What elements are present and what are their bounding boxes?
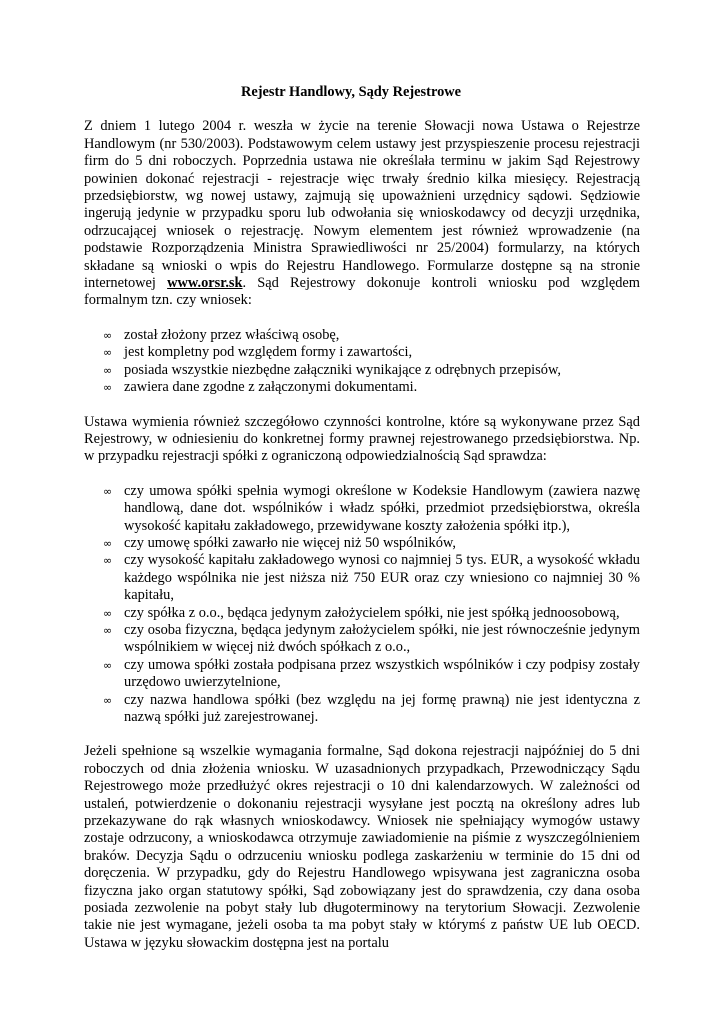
list-item-text: czy nazwa handlowa spółki (bez względu na jej formę prawną) nie jest identyczna z nazwą spółki już zarejestrowanej. (124, 691, 640, 725)
list-item (103, 379, 640, 396)
list-item-text: czy osoba fizyczna, będąca jedynym założycielem spółki, nie jest równocześnie jedynym wspólnikiem w więcej niż dwóch spółkach z o.o., (124, 621, 640, 656)
list-item-text: czy wysokość kapitału zakładowego wynosi co najmniej 5 tys. EUR, a wysokość wkładu każdego wspólnika nie jest niższa niż 750 EUR oraz czy wniesiono co najmniej 30 % kapitału, (124, 552, 640, 604)
infinity-bullet-icon: ∞ (103, 536, 113, 550)
list-item-text: jest kompletny pod względem formy i zawartości, (124, 344, 413, 361)
infinity-bullet-icon: ∞ (103, 381, 113, 395)
infinity-bullet-icon: ∞ (103, 658, 113, 672)
document-title: Rejestr Handlowy, Sądy Rejestrowe (240, 84, 462, 100)
list-item-text: czy umowa spółki spełnia wymogi określone w Kodeksie Handlowym (zawiera nazwę handlową, dane dot. wspólników i władz spółki, przedmiot przedsiębiorstwa, określa wysokość kapitału zakładowego, przewidywane koszty założenia spółki itp.), (124, 482, 640, 534)
list-item-text: czy spółka z o.o., będąca jedynym założycielem spółki, nie jest spółką jednoosobową, (124, 604, 620, 621)
list-item (103, 656, 640, 692)
list-item (103, 604, 640, 622)
list-item-text: zawiera dane zgodne z załączonymi dokumentami. (124, 379, 418, 396)
list-item (103, 344, 640, 361)
infinity-bullet-icon: ∞ (103, 623, 113, 637)
list-item (103, 361, 640, 379)
infinity-bullet-icon: ∞ (103, 363, 113, 377)
list-item-text: został złożony przez właściwą osobę, (124, 326, 340, 343)
list-item-text: czy umowa spółki została podpisana przez wszystkich wspólników i czy podpisy zostały urzędowo uwierzytelnione, (124, 656, 640, 691)
list-item (103, 691, 640, 727)
document-page (84, 84, 640, 969)
list-item (103, 534, 640, 552)
infinity-bullet-icon: ∞ (103, 606, 113, 620)
list-item-text: posiada wszystkie niezbędne załączniki wynikające z odrębnych przepisów, (124, 361, 562, 378)
control-activities-paragraph: Ustawa wymienia również szczegółowo czynności kontrolne, które są wykonywane przez Sąd Rejestrowy, w odniesieniu do konkretnej formy prawnej rejestrowanego przedsiębiorstwa. Np. w przypadku rejestracji spółki z ograniczoną odpowiedzialnością Sąd sprawdza: (84, 413, 640, 465)
intro-text-before-link: Z dniem 1 lutego 2004 r. weszła w życie na terenie Słowacji nowa Ustawa o Rejestrze Handlowym (nr 530/2003). Podstawowym celem ustawy jest przyspieszenie procesu rejestracji firm do 5 dni roboczych. Poprzednia ustawa nie określała terminu w jakim Sąd Rejestrowy powinien dokonać rejestracji - rejestracje więc trwały średnio kilka miesięcy. Rejestracją przedsiębiorstw, wg nowej ustawy, zajmują się upoważnieni urzędnicy sądowi. Sędziowie ingerują jedynie w przypadku sporu lub odwołania się wnioskodawcy od decyzji urzędnika, odrzucającej wniosek o rejestrację. Nowym elementem jest również wprowadzenie (na podstawie Rozporządzenia Ministra Sprawiedliwości nr 25/2004) formularzy, na których składane są wnioski o wpis do Rejestru Handlowego. Formularze dostępne są na stronie internetowej (84, 118, 640, 292)
list-item-text: czy umowę spółki zawarło nie więcej niż 50 wspólników, (124, 534, 456, 551)
llc-check-list (84, 483, 640, 727)
list-item (103, 621, 640, 657)
infinity-bullet-icon: ∞ (103, 484, 113, 498)
orsr-website-link[interactable]: www.orsr.sk (167, 275, 243, 292)
intro-text-after-link: . Sąd Rejestrowy dokonuje kontroli wniosku pod względem formalnym tzn. czy wniosek: (84, 275, 640, 309)
registration-procedure-paragraph: Jeżeli spełnione są wszelkie wymagania formalne, Sąd dokona rejestracji najpóźniej do 5 dni roboczych od dnia złożenia wniosku. W uzasadnionych przypadkach, Przewodniczący Sądu Rejestrowego może przedłużyć okres rejestracji o 10 dni kalendarzowych. W zależności od ustaleń, potwierdzenie o dokonaniu rejestracji wysyłane jest pocztą na określony adres lub przekazywane do rąk własnych wnioskodawcy. Wniosek nie spełniający wymogów ustawy zostaje odrzucony, a wnioskodawca otrzymuje zawiadomienie na piśmie z wyszczególnieniem braków. Decyzja Sądu o odrzuceniu wniosku podlega zaskarżeniu w terminie do 15 dni od doręczenia. W przypadku, gdy do Rejestru Handlowego wpisywana jest zagraniczna osoba fizyczna jako organ statutowy spółki, Sąd zobowiązany jest do sprawdzenia, czy dana osoba posiada zezwolenie na pobyt stały lub długoterminowy na terytorium Słowacji. Zezwolenie takie nie jest wymagane, jeżeli osoba ta ma pobyt stały w którymś z państw UE lub OECD. Ustawa w języku słowackim dostępna jest na portalu (84, 743, 640, 951)
formal-check-list (84, 327, 640, 397)
infinity-bullet-icon: ∞ (103, 346, 113, 360)
intro-paragraph (84, 118, 640, 309)
infinity-bullet-icon: ∞ (103, 554, 113, 568)
list-item (103, 482, 640, 535)
list-item (103, 552, 640, 604)
list-item (103, 326, 640, 344)
infinity-bullet-icon: ∞ (103, 328, 113, 342)
infinity-bullet-icon: ∞ (103, 693, 113, 707)
